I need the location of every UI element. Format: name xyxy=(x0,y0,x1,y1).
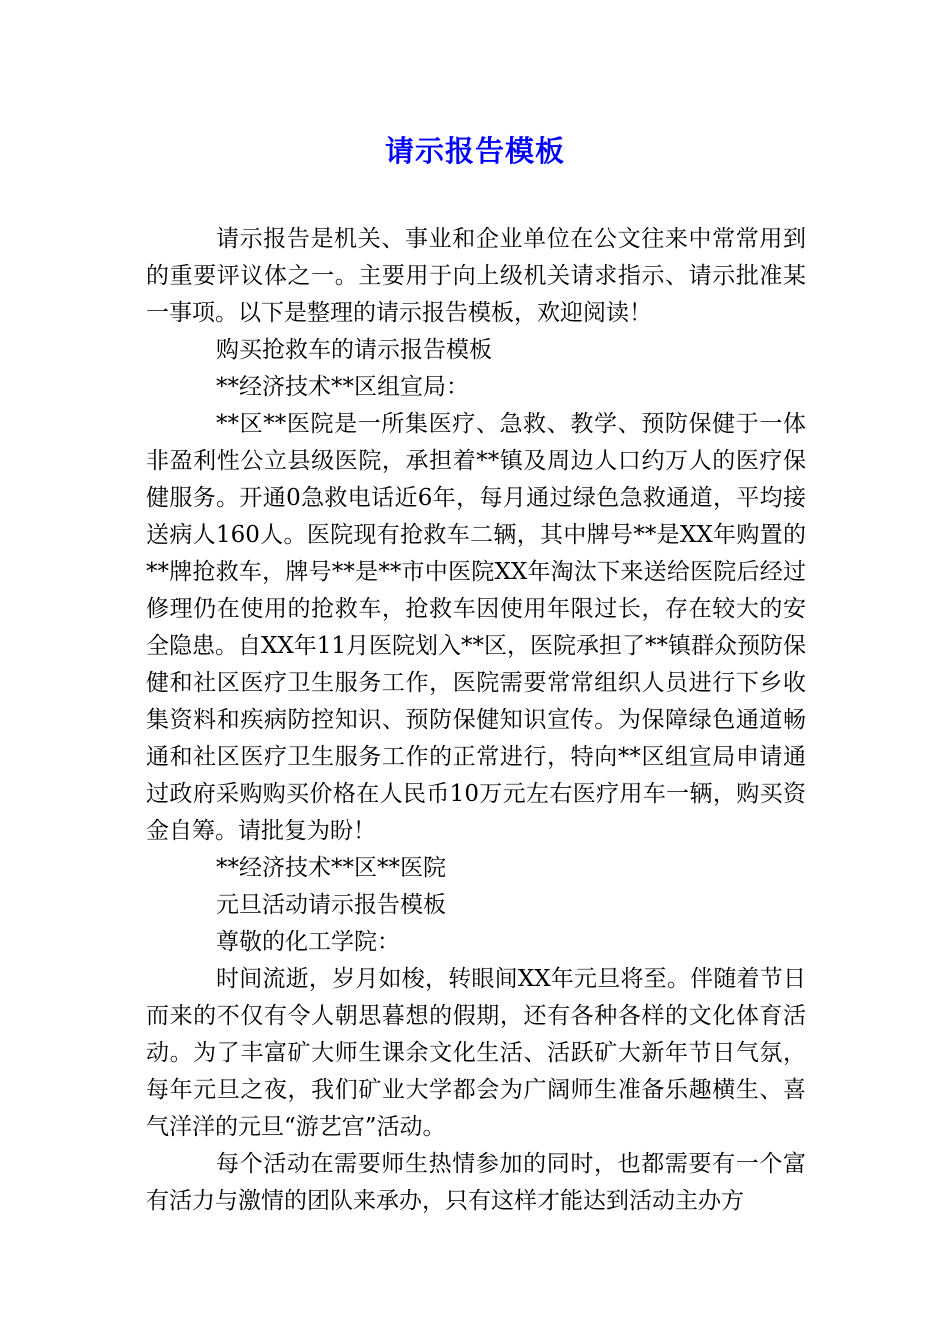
signature-ambulance: **经济技术**区**医院 xyxy=(216,855,446,881)
paragraph-new-year-continued: 每个活动在需要师生热情参加的同时，也都需要有一个富有活力与激情的团队来承办，只有这样才能达到活动主办方 xyxy=(146,1151,806,1214)
document-body xyxy=(146,221,806,1220)
paragraph-new-year-body: 时间流逝，岁月如梭，转眼间XX年元旦将至。伴随着节日而来的不仅有令人朝思暮想的假期，还有各种各样的文化体育活动。为了丰富矿大师生课余文化生活、活跃矿大新年节日气氛，每年元旦之夜，我们矿业大学都会为广阔师生准备乐趣横生、喜气洋洋的元旦“游艺宫”活动。 xyxy=(146,966,806,1140)
paragraph-ambulance-body: **区**医院是一所集医疗、急救、教学、预防保健于一体非盈利性公立县级医院，承担着**镇及周边人口约万人的医疗保健服务。开通0急救电话近6年，每月通过绿色急救通道，平均接送病人160人。医院现有抢救车二辆，其中牌号**是XX年购置的**牌抢救车，牌号**是**市中医院XX年淘汰下来送给医院后经过修理仍在使用的抢救车，抢救车因使用年限过长，存在较大的安全隐患。自XX年11月医院划入**区，医院承担了**镇群众预防保健和社区医疗卫生服务工作，医院需要常常组织人员进行下乡收集资料和疾病防控知识、预防保健知识宣传。为保障绿色通道畅通和社区医疗卫生服务工作的正常进行，特向**区组宣局申请通过政府采购购买价格在人民币10万元左右医疗用车一辆，购买资金自筹。请批复为盼！ xyxy=(146,411,807,844)
salutation-new-year: 尊敬的化工学院： xyxy=(216,929,400,955)
document-title: 请示报告模板 xyxy=(384,134,565,168)
paragraph-intro: 请示报告是机关、事业和企业单位在公文往来中常常用到的重要评议体之一。主要用于向上级机关请求指示、请示批准某一事项。以下是整理的请示报告模板，欢迎阅读！ xyxy=(146,226,806,326)
section-heading-new-year: 元旦活动请示报告模板 xyxy=(216,892,446,918)
salutation-ambulance: **经济技术**区组宣局： xyxy=(216,374,469,400)
section-heading-ambulance: 购买抢救车的请示报告模板 xyxy=(216,337,492,363)
